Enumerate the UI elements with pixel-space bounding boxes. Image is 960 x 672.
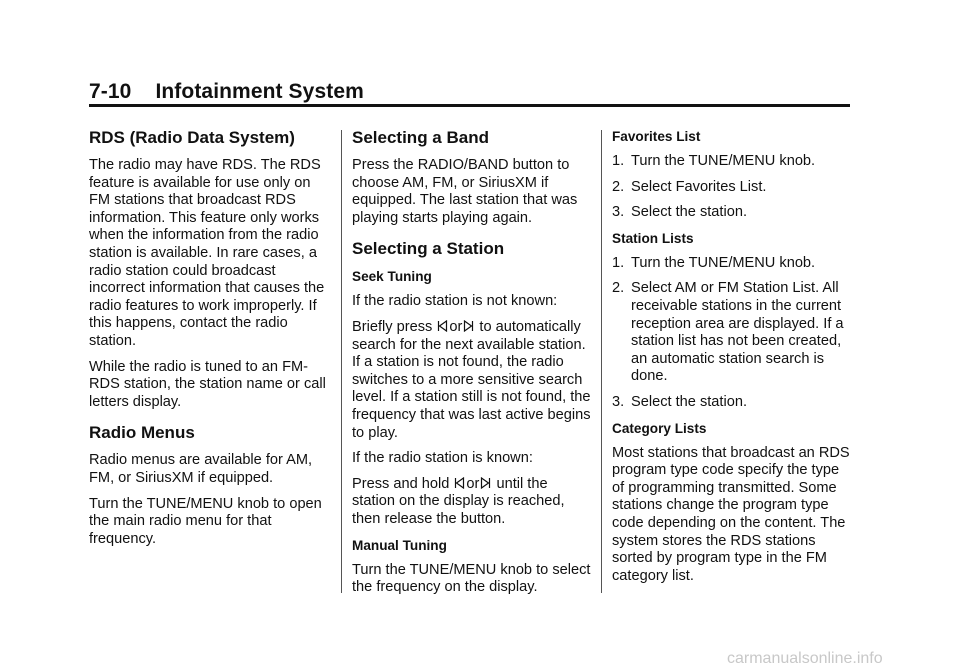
- seek-back-icon: [454, 477, 465, 489]
- selecting-band-heading: Selecting a Band: [352, 128, 489, 147]
- header-rule: [89, 104, 850, 107]
- category-lists-paragraph: Most stations that broadcast an RDS program type code specify the type of programming transmitted. Some stations change the program type code depending on the content. The system stores the RDS stations sorted by program type in the FM category list.: [612, 444, 850, 584]
- rds-paragraph-2: While the radio is tuned to an FM-RDS station, the station name or call letters display.: [89, 358, 326, 410]
- list-item: 1. Turn the TUNE/MENU knob.: [612, 254, 816, 271]
- category-lists-heading: Category Lists: [612, 420, 707, 436]
- page-number: 7-10: [89, 80, 132, 103]
- rds-paragraph-1: The radio may have RDS. The RDS feature is available for use only on FM stations that broadcast RDS information. This feature only works when the information from the radio station is available. In rare cases, a radio station could broadcast incorrect information that causes the radio features to work improperly. If this happens, contact the radio station.: [89, 157, 325, 349]
- seek-paragraph-1: If the radio station is not known:: [352, 293, 558, 310]
- seek-tuning-heading: Seek Tuning: [352, 269, 432, 285]
- seek-forward-icon: [463, 320, 474, 332]
- manual-tuning-paragraph: Turn the TUNE/MENU knob to select the frequency on the display.: [352, 561, 591, 596]
- column-1: [89, 128, 333, 556]
- selecting-band-paragraph: Press the RADIO/BAND button to choose AM, FM, or SiriusXM if equipped. The last station that was playing starts playing again.: [352, 157, 578, 226]
- page-header: [89, 80, 364, 104]
- seek-back-icon: [437, 320, 448, 332]
- seek-paragraph-3: If the radio station is known:: [352, 450, 533, 467]
- list-item: 2. Select Favorites List.: [612, 178, 767, 195]
- list-item: 2. Select AM or FM Station List. All receivable stations in the current reception area are displayed. If a station list has not been created, an automatic station search is done.: [612, 280, 844, 385]
- station-lists-heading: Station Lists: [612, 230, 694, 246]
- radio-menus-paragraph-2: Turn the TUNE/MENU knob to open the main radio menu for that frequency.: [89, 495, 322, 547]
- selecting-station-heading: Selecting a Station: [352, 239, 505, 259]
- manual-tuning-heading: Manual Tuning: [352, 537, 447, 553]
- column-2: [352, 128, 592, 605]
- rds-heading: RDS (Radio Data System): [89, 128, 295, 147]
- column-3: [612, 128, 852, 593]
- list-item: 1. Turn the TUNE/MENU knob.: [612, 153, 816, 169]
- radio-menus-heading: Radio Menus: [89, 423, 195, 443]
- seek-paragraph-2: Briefly press or to automatically search for the next available station. If a station is not found, the radio switches to a more sensitive search level. If a station still is not found, the frequency that was last active begins to play.: [352, 318, 591, 441]
- column-divider-1: [341, 130, 342, 593]
- radio-menus-paragraph-1: Radio menus are available for AM, FM, or SiriusXM if equipped.: [89, 452, 313, 486]
- favorites-list-heading: Favorites List: [612, 129, 701, 144]
- list-item: 3. Select the station.: [612, 204, 748, 221]
- seek-forward-icon: [480, 477, 491, 489]
- list-item: 3. Select the station.: [612, 393, 748, 410]
- seek-paragraph-4: Press and hold or until the station on the display is reached, then release the button.: [352, 475, 565, 527]
- section-title: Infotainment System: [155, 80, 364, 103]
- column-divider-2: [601, 130, 602, 593]
- watermark: carmanualsonline.info: [727, 650, 883, 667]
